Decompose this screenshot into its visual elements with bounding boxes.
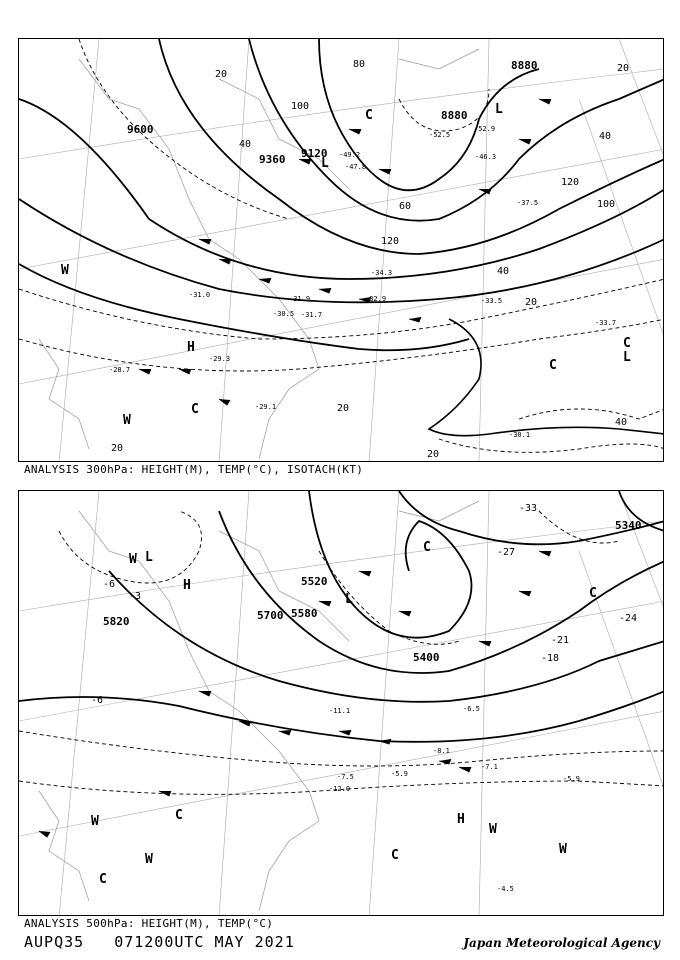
isotach-label: 20: [337, 403, 350, 414]
temp-label: -27: [497, 547, 516, 558]
isotach-label: 20: [525, 297, 538, 308]
height-label: 9600: [127, 123, 154, 136]
caption-500hpa: ANALYSIS 500hPa: HEIGHT(M), TEMP(°C): [24, 917, 274, 930]
height-label: 5820: [103, 615, 130, 628]
warm-center: W: [91, 814, 99, 829]
temp-label: -6: [103, 579, 116, 590]
isotach-label: 100: [597, 199, 616, 210]
low-center: L: [495, 102, 503, 117]
isotach-label: 120: [561, 177, 580, 188]
isotach-label: 20: [427, 449, 440, 460]
temp-label: -37.5: [517, 199, 539, 207]
warm-center: W: [559, 842, 567, 857]
map-300hpa-canvas: [19, 39, 664, 462]
isotach-label: 60: [399, 201, 412, 212]
temp-label: -4.5: [497, 885, 514, 893]
caption-300hpa: ANALYSIS 300hPa: HEIGHT(M), TEMP(°C), ISOTACH(KT): [24, 463, 364, 476]
temp-label: -28.7: [109, 366, 131, 374]
temp-label: -30.1: [509, 431, 531, 439]
chart-code: AUPQ35: [24, 933, 85, 951]
cold-center: C: [391, 848, 399, 863]
temp-label: -24: [619, 613, 638, 624]
height-contours: [19, 39, 664, 350]
warm-center: W: [123, 413, 131, 428]
height-label: 8880: [441, 109, 468, 122]
isotach-label: 40: [497, 266, 510, 277]
agency-credit: Japan Meteorological Agency: [463, 936, 660, 950]
temp-label: -29.3: [209, 355, 231, 363]
temp-label: -5.9: [391, 770, 408, 778]
cold-center: C: [549, 358, 557, 373]
temp-label: -46.3: [475, 153, 497, 161]
graticule: [19, 491, 664, 916]
cold-center: C: [589, 586, 597, 601]
temp-label: -7.1: [481, 763, 498, 771]
temp-label: -31.0: [189, 291, 211, 299]
height-label: 5580: [291, 607, 318, 620]
isotach-label: 20: [617, 63, 630, 74]
high-center: H: [183, 578, 191, 593]
temp-label: -12.0: [329, 785, 351, 793]
temp-label: -49.2: [339, 151, 361, 159]
cold-center: C: [99, 872, 107, 887]
chart-identifier: [24, 933, 295, 951]
height-label: 8880: [511, 59, 538, 72]
temp-label: -33: [519, 503, 538, 514]
isotach-label: 120: [381, 236, 400, 247]
low-center: L: [321, 156, 329, 171]
valid-time: 071200UTC MAY 2021: [114, 933, 295, 951]
temp-label: -29.1: [255, 403, 277, 411]
temp-label: -32.9: [365, 295, 387, 303]
height-label: 9120: [301, 147, 328, 160]
warm-center: W: [145, 852, 153, 867]
cold-center: C: [191, 402, 199, 417]
height-label: 5700: [257, 609, 284, 622]
high-center: H: [187, 340, 195, 355]
temp-label: -21: [551, 635, 570, 646]
isotach-label: 40: [599, 131, 612, 142]
low-center: L: [345, 592, 353, 607]
low-center: L: [623, 350, 631, 365]
temp-label: -6.5: [463, 705, 480, 713]
warm-center: W: [489, 822, 497, 837]
isotach-label: 100: [291, 101, 310, 112]
isotach-label: 20: [215, 69, 228, 80]
map-500hpa-canvas: [19, 491, 664, 916]
height-label: 5340: [615, 519, 642, 532]
height-label: 9360: [259, 153, 286, 166]
cold-center: C: [175, 808, 183, 823]
isotach-label: 40: [239, 139, 252, 150]
wind-barbs: [39, 551, 551, 837]
temp-label: -33.7: [595, 319, 617, 327]
temp-label: -6: [91, 695, 104, 706]
isotach-label: 80: [353, 59, 366, 70]
graticule: [19, 39, 664, 462]
warm-center: W: [61, 263, 69, 278]
temp-label: -5.9: [563, 775, 580, 783]
temp-label: -47.8: [345, 163, 367, 171]
wind-barbs: [139, 99, 551, 405]
cold-center: C: [365, 108, 373, 123]
isotach-label: 40: [615, 417, 628, 428]
temp-label: -3: [129, 591, 142, 602]
map-panel-500hpa: [18, 490, 664, 916]
temp-label: -34.3: [371, 269, 393, 277]
map-panel-300hpa: [18, 38, 664, 462]
coastline: [39, 501, 479, 911]
cold-center: C: [623, 336, 631, 351]
temp-label: -31.9: [289, 295, 311, 303]
temp-label: -7.5: [337, 773, 354, 781]
low-center: L: [145, 550, 153, 565]
temp-label: -30.5: [273, 310, 295, 318]
temp-label: -18: [541, 653, 560, 664]
temp-label: -31.7: [301, 311, 323, 319]
cold-center: C: [423, 540, 431, 555]
height-label: 5400: [413, 651, 440, 664]
warm-center: W: [129, 552, 137, 567]
isotach-label: 20: [111, 443, 124, 454]
high-center: H: [457, 812, 465, 827]
temp-label: -52.9: [474, 125, 496, 133]
temp-label: -8.1: [433, 747, 450, 755]
height-label: 5520: [301, 575, 328, 588]
temp-label: -33.5: [481, 297, 503, 305]
temp-label: -11.1: [329, 707, 351, 715]
temp-label: -52.5: [429, 131, 451, 139]
